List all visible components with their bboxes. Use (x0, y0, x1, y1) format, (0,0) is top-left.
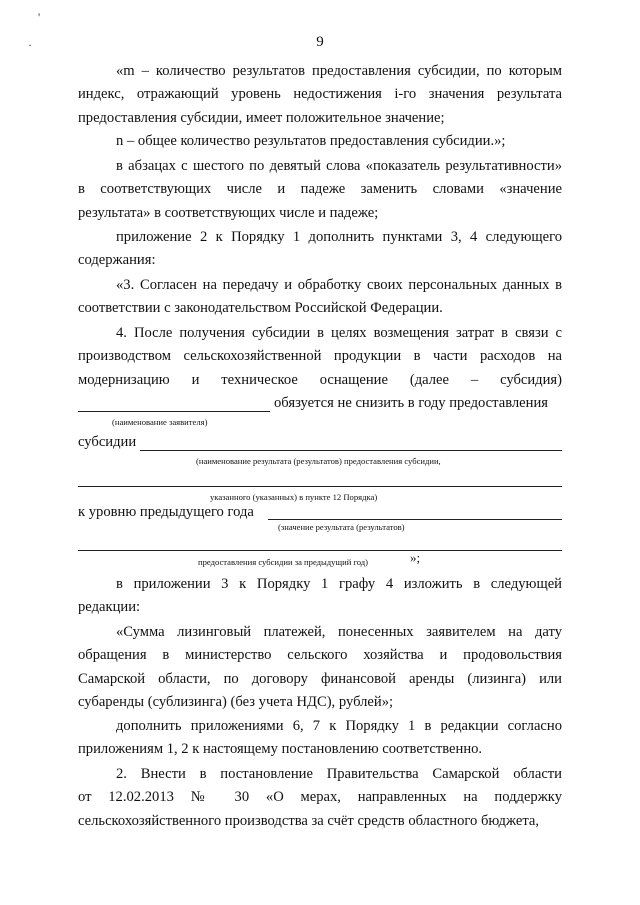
paragraph-dopolnit (78, 715, 562, 762)
line: Самарской области, по договору финансовой аренды (лизинга) или (78, 670, 562, 687)
line: в соответствующих числе и падеже заменить словами «значение (78, 181, 562, 198)
caption-applicant: (наименование заявителя) (112, 417, 208, 427)
caption-indicated: указанного (указанных) в пункте 12 Порядка) (210, 492, 378, 502)
result-value-blank (268, 503, 562, 520)
paragraph-summa (78, 621, 562, 714)
line: редакции: (78, 599, 141, 616)
page-number: 9 (316, 34, 324, 50)
obyaz-text: обязуется не снизить в году предоставления (274, 395, 548, 411)
paragraph-m-definition (78, 60, 562, 130)
line: обращения в министерство сельского хозяйства и продовольствия (78, 647, 562, 664)
paragraph-prilozhenie-2 (78, 226, 562, 273)
applicant-name-blank (78, 395, 270, 412)
line: содержания: (78, 252, 156, 269)
line: модернизацию и техническое оснащение (далее – субсидия) (78, 371, 562, 388)
line: соответствии с законодательством Российской Федерации. (78, 300, 443, 317)
line: 2. Внести в постановление Правительства Самарской области (116, 766, 562, 782)
line: n – общее количество результатов предоставления субсидии.»; (116, 133, 506, 149)
paragraph-abzac (78, 155, 562, 225)
line: предоставления субсидии, имеет положительное значение; (78, 109, 445, 126)
line: от 12.02.2013 № 30 «О мерах, направленных на поддержку (78, 789, 562, 806)
stray-mark-top: ' (38, 10, 41, 24)
paragraph-item-3 (78, 274, 562, 321)
line: в абзацах с шестого по девятый слова «показатель результативности» (116, 158, 562, 174)
paragraph-n-definition (78, 130, 562, 153)
closing-quote: »; (410, 550, 421, 565)
caption-result-name: (наименование результата (результатов) предоставления субсидии, (196, 456, 441, 466)
paragraph-item-4 (78, 322, 562, 392)
line: приложение 2 к Порядку 1 дополнить пунктами 3, 4 следующего (116, 229, 562, 245)
line: 4. После получения субсидии в целях возмещения затрат в связи с (116, 325, 562, 341)
level-text: к уровню предыдущего года (78, 504, 254, 520)
line: производством сельскохозяйственной продукции в части расходов на (78, 348, 562, 365)
line: «Сумма лизинговый платежей, понесенных заявителем на дату (116, 624, 562, 640)
line: «3. Согласен на передачу и обработку своих персональных данных в (116, 277, 562, 293)
stray-mark-left: · (28, 38, 32, 52)
paragraph-prilozhenie-3 (78, 573, 562, 620)
line: «m – количество результатов предоставления субсидии, по которым (116, 63, 562, 79)
line: субаренды (сублизинга) (без учета НДС), рублей»; (78, 693, 394, 710)
result-name-blank (140, 434, 562, 451)
subsidy-label: субсидии (78, 434, 137, 450)
paragraph-item-2 (78, 763, 562, 833)
line: индекс, отражающий уровень недостижения i-го значения результата (78, 86, 562, 103)
line: приложениям 1, 2 к настоящему постановлению соответственно. (78, 741, 483, 758)
result-value-blank-2 (78, 534, 562, 551)
line: сельскохозяйственного производства за счёт средств областного бюджета, (78, 812, 540, 829)
caption-result-value: (значение результата (результатов) (278, 522, 405, 532)
line: дополнить приложениями 6, 7 к Порядку 1 в редакции согласно (116, 718, 562, 734)
line: результата» в соответствующих числе и падеже; (78, 204, 379, 221)
line: в приложении 3 к Порядку 1 графу 4 изложить в следующей (116, 576, 562, 592)
caption-prev-year: предоставления субсидии за предыдущий год) (198, 557, 369, 567)
result-name-blank-2 (78, 470, 562, 487)
